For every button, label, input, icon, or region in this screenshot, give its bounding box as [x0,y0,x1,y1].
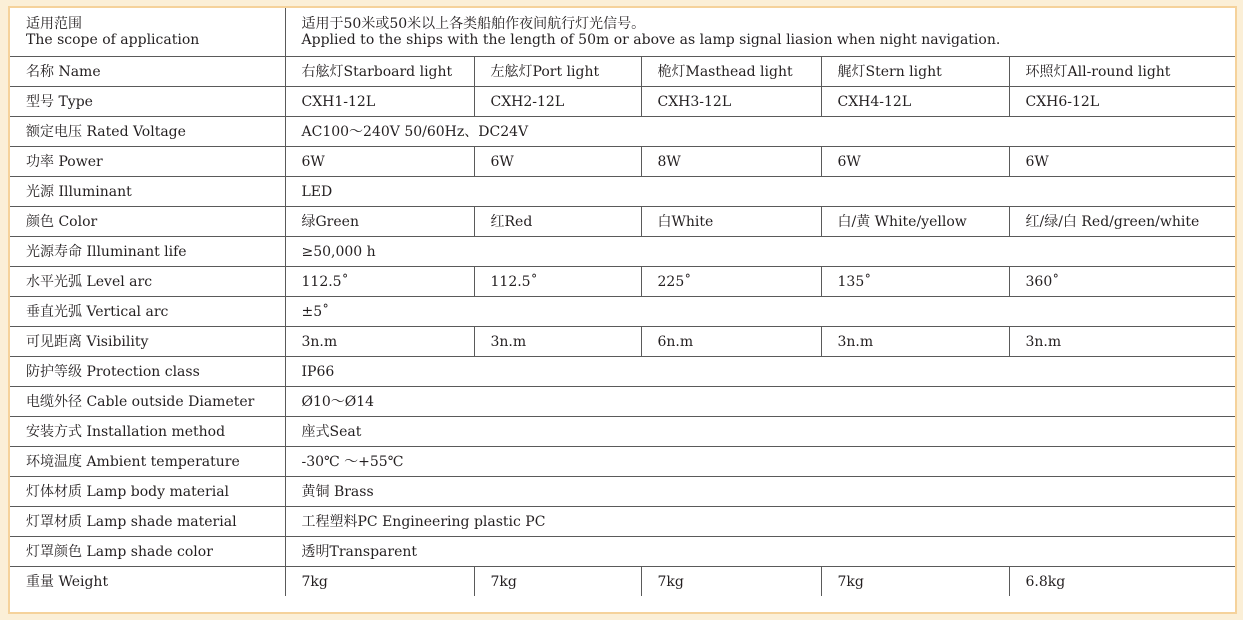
spec-cell: 360˚ [1009,267,1235,297]
spec-cell: 右舷灯Starboard light [285,57,474,87]
spec-row [10,177,1235,207]
spec-cell: 透明Transparent [285,537,1235,567]
spec-row-label: 灯罩材质 Lamp shade material [10,507,285,537]
spec-row [10,147,1235,177]
spec-cell: 白White [641,207,821,237]
spec-cell: 红Red [474,207,641,237]
scope-label-cn: 适用范围 [26,16,82,32]
spec-row [10,87,1235,117]
spec-row [10,537,1235,567]
spec-cell: 环照灯All-round light [1009,57,1235,87]
spec-cell: 红/绿/白 Red/green/white [1009,207,1235,237]
spec-cell: ±5˚ [285,297,1235,327]
spec-row-label: 灯体材质 Lamp body material [10,477,285,507]
spec-cell: 6W [474,147,641,177]
spec-cell: -30℃ ～+55℃ [285,447,1235,477]
spec-table-frame [8,6,1237,614]
spec-row [10,237,1235,267]
spec-row-label: 重量 Weight [10,567,285,597]
spec-cell: 白/黄 White/yellow [821,207,1009,237]
scope-label [10,8,285,57]
spec-row [10,567,1235,597]
spec-row-label: 水平光弧 Level arc [10,267,285,297]
spec-cell: 3n.m [474,327,641,357]
spec-cell: CXH3-12L [641,87,821,117]
spec-row-label: 功率 Power [10,147,285,177]
spec-cell: 225˚ [641,267,821,297]
spec-cell: 6W [1009,147,1235,177]
spec-row-label: 电缆外径 Cable outside Diameter [10,387,285,417]
spec-cell: 6W [821,147,1009,177]
spec-cell: 3n.m [1009,327,1235,357]
spec-row-label: 名称 Name [10,57,285,87]
spec-row [10,507,1235,537]
spec-row-label: 安装方式 Installation method [10,417,285,447]
spec-cell: 工程塑料PC Engineering plastic PC [285,507,1235,537]
spec-cell: 7kg [285,567,474,597]
spec-cell: CXH2-12L [474,87,641,117]
spec-row-label: 环境温度 Ambient temperature [10,447,285,477]
spec-row-label: 光源 Illuminant [10,177,285,207]
spec-row [10,477,1235,507]
scope-row [10,8,1235,57]
spec-row [10,447,1235,477]
spec-cell: ≥50,000 h [285,237,1235,267]
spec-row-label: 灯罩颜色 Lamp shade color [10,537,285,567]
spec-cell: LED [285,177,1235,207]
spec-cell: 135˚ [821,267,1009,297]
spec-row-label: 型号 Type [10,87,285,117]
spec-cell: 3n.m [821,327,1009,357]
spec-cell: AC100～240V 50/60Hz、DC24V [285,117,1235,147]
spec-row [10,117,1235,147]
spec-cell: IP66 [285,357,1235,387]
spec-cell: 左舷灯Port light [474,57,641,87]
spec-row [10,387,1235,417]
spec-cell: CXH6-12L [1009,87,1235,117]
spec-cell: 座式Seat [285,417,1235,447]
spec-row-label: 防护等级 Protection class [10,357,285,387]
spec-row [10,327,1235,357]
spec-cell: 6.8kg [1009,567,1235,597]
spec-row-label: 颜色 Color [10,207,285,237]
scope-label-en: The scope of application [26,32,200,48]
spec-cell: 7kg [474,567,641,597]
spec-cell: 112.5˚ [285,267,474,297]
spec-cell: 绿Green [285,207,474,237]
spec-row [10,57,1235,87]
spec-cell: 112.5˚ [474,267,641,297]
spec-row-label: 额定电压 Rated Voltage [10,117,285,147]
spec-row [10,357,1235,387]
spec-cell: Ø10～Ø14 [285,387,1235,417]
spec-cell: 6W [285,147,474,177]
spec-cell: 艉灯Stern light [821,57,1009,87]
spec-row-label: 可见距离 Visibility [10,327,285,357]
spec-cell: 7kg [821,567,1009,597]
spec-row-label: 垂直光弧 Vertical arc [10,297,285,327]
scope-text [285,8,1235,57]
spec-cell: 6n.m [641,327,821,357]
spec-cell: 7kg [641,567,821,597]
spec-table [10,8,1235,596]
spec-row [10,267,1235,297]
spec-row [10,417,1235,447]
spec-row [10,297,1235,327]
spec-row [10,207,1235,237]
spec-cell: 桅灯Masthead light [641,57,821,87]
spec-cell: CXH1-12L [285,87,474,117]
spec-cell: CXH4-12L [821,87,1009,117]
spec-row-label: 光源寿命 Illuminant life [10,237,285,267]
spec-cell: 黄铜 Brass [285,477,1235,507]
spec-cell: 3n.m [285,327,474,357]
spec-cell: 8W [641,147,821,177]
scope-text-cn: 适用于50米或50米以上各类船舶作夜间航行灯光信号。 [301,16,646,32]
scope-text-en: Applied to the ships with the length of 50m or above as lamp signal liasion when night navigation. [301,32,1001,48]
